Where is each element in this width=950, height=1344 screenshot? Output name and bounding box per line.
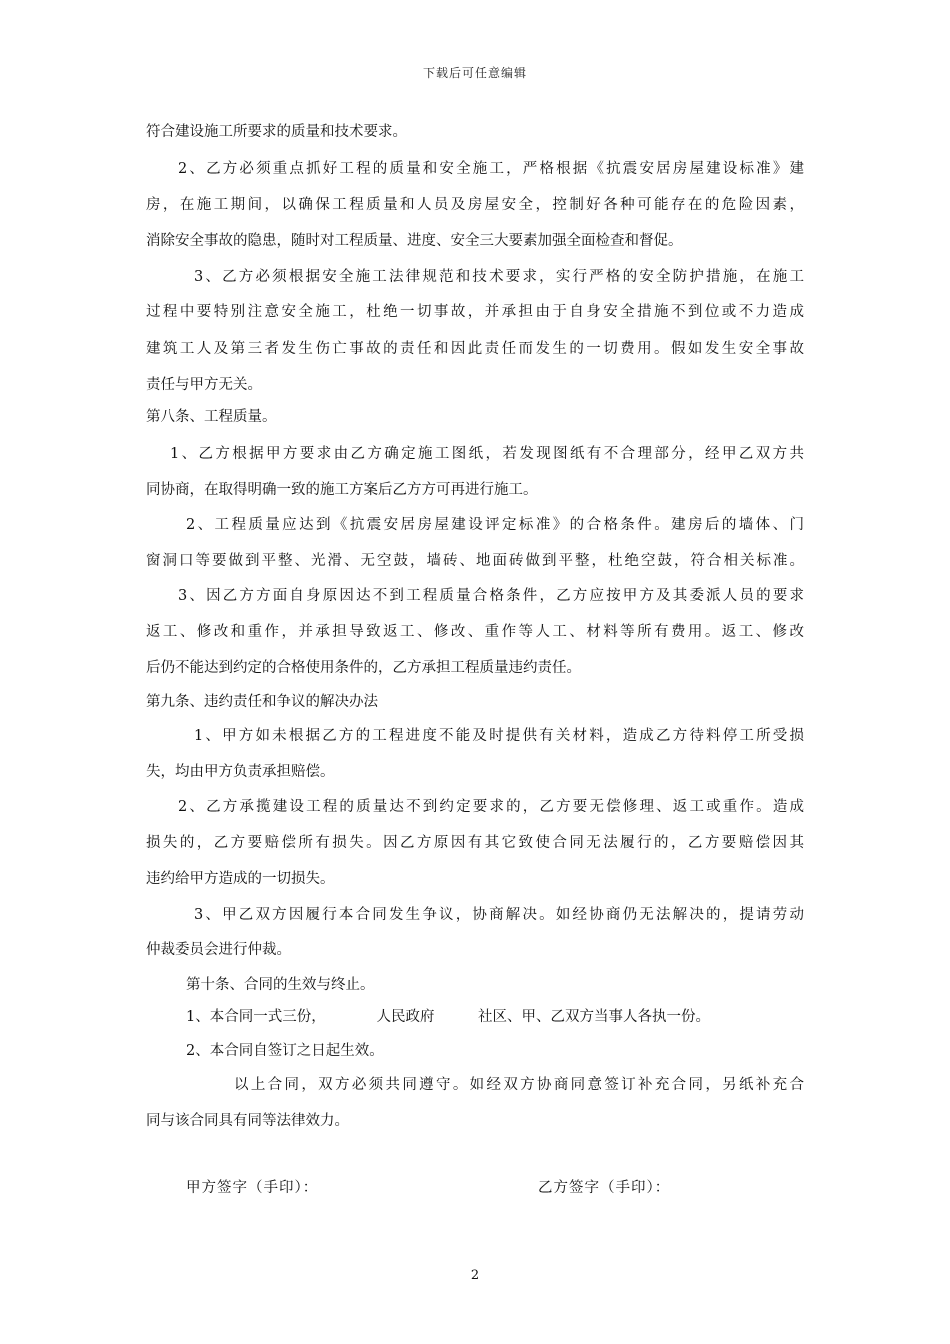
text-line: 符合建设施工所要求的质量和技术要求。: [146, 124, 407, 140]
text-line: 窗洞口等要做到平整、光滑、无空鼓，墙砖、地面砖做到平整，杜绝空鼓，符合相关标准。: [146, 553, 804, 569]
text-line: 同与该合同具有同等法律效力。: [146, 1113, 349, 1129]
text-line: 1、本合同一式三份， 人民政府 社区、甲、乙双方当事人各执一份。: [186, 1009, 710, 1025]
text-line: 1、甲方如未根据乙方的工程进度不能及时提供有关材料，造成乙方待料停工所受损: [194, 728, 804, 744]
text-line: 损失的，乙方要赔偿所有损失。因乙方原因有其它致使合同无法履行的，乙方要赔偿因其: [146, 835, 804, 851]
page-header: 下载后可任意编辑: [422, 66, 527, 80]
page-number: 2: [470, 1268, 480, 1283]
text-line: 违约给甲方造成的一切损失。: [146, 871, 335, 887]
text-line: 房，在施工期间，以确保工程质量和人员及房屋安全，控制好各种可能存在的危险因素，: [146, 197, 804, 213]
text-line: 3、甲乙双方因履行本合同发生争议，协商解决。如经协商仍无法解决的，提请劳动: [194, 907, 804, 923]
party-b-signature-label: 乙方签字（手印）：: [538, 1180, 671, 1196]
text-line: 建筑工人及第三者发生伤亡事故的责任和因此责任而发生的一切费用。假如发生安全事故: [146, 341, 804, 357]
text-line: 返工、修改和重作，并承担导致返工、修改、重作等人工、材料等所有费用。返工、修改: [146, 624, 804, 640]
section-heading: 第九条、违约责任和争议的解决办法: [146, 694, 378, 710]
text-line: 消除安全事故的隐患，随时对工程质量、进度、安全三大要素加强全面检查和督促。: [146, 233, 683, 249]
text-line: 过程中要特别注意安全施工，杜绝一切事故，并承担由于自身安全措施不到位或不力造成: [146, 304, 804, 320]
text-line: 后仍不能达到约定的合格使用条件的，乙方承担工程质量违约责任。: [146, 660, 581, 676]
text-line: 2、本合同自签订之日起生效。: [186, 1043, 384, 1059]
text-line: 3、因乙方方面自身原因达不到工程质量合格条件，乙方应按甲方及其委派人员的要求: [178, 588, 804, 604]
section-heading: 第八条、工程质量。: [146, 409, 277, 425]
text-line: 1、乙方根据甲方要求由乙方确定施工图纸，若发现图纸有不合理部分，经甲乙双方共: [170, 446, 804, 462]
text-line: 2、乙方必须重点抓好工程的质量和安全施工，严格根据《抗震安居房屋建设标准》建: [178, 161, 804, 177]
text-line: 责任与甲方无关。: [146, 377, 262, 393]
party-a-signature-label: 甲方签字（手印）：: [186, 1180, 319, 1196]
text-line: 2、工程质量应达到《抗震安居房屋建设评定标准》的合格条件。建房后的墙体、门: [186, 517, 804, 533]
section-heading: 第十条、合同的生效与终止。: [186, 977, 375, 993]
text-line: 失，均由甲方负责承担赔偿。: [146, 764, 335, 780]
text-line: 同协商，在取得明确一致的施工方案后乙方方可再进行施工。: [146, 482, 538, 498]
text-line: 仲裁委员会进行仲裁。: [146, 942, 291, 958]
text-line: 2、乙方承揽建设工程的质量达不到约定要求的，乙方要无偿修理、返工或重作。造成: [178, 799, 804, 815]
text-line: 3、乙方必须根据安全施工法律规范和技术要求，实行严格的安全防护措施，在施工: [194, 269, 804, 285]
text-line: 以上合同，双方必须共同遵守。如经双方协商同意签订补充合同，另纸补充合: [234, 1077, 804, 1093]
